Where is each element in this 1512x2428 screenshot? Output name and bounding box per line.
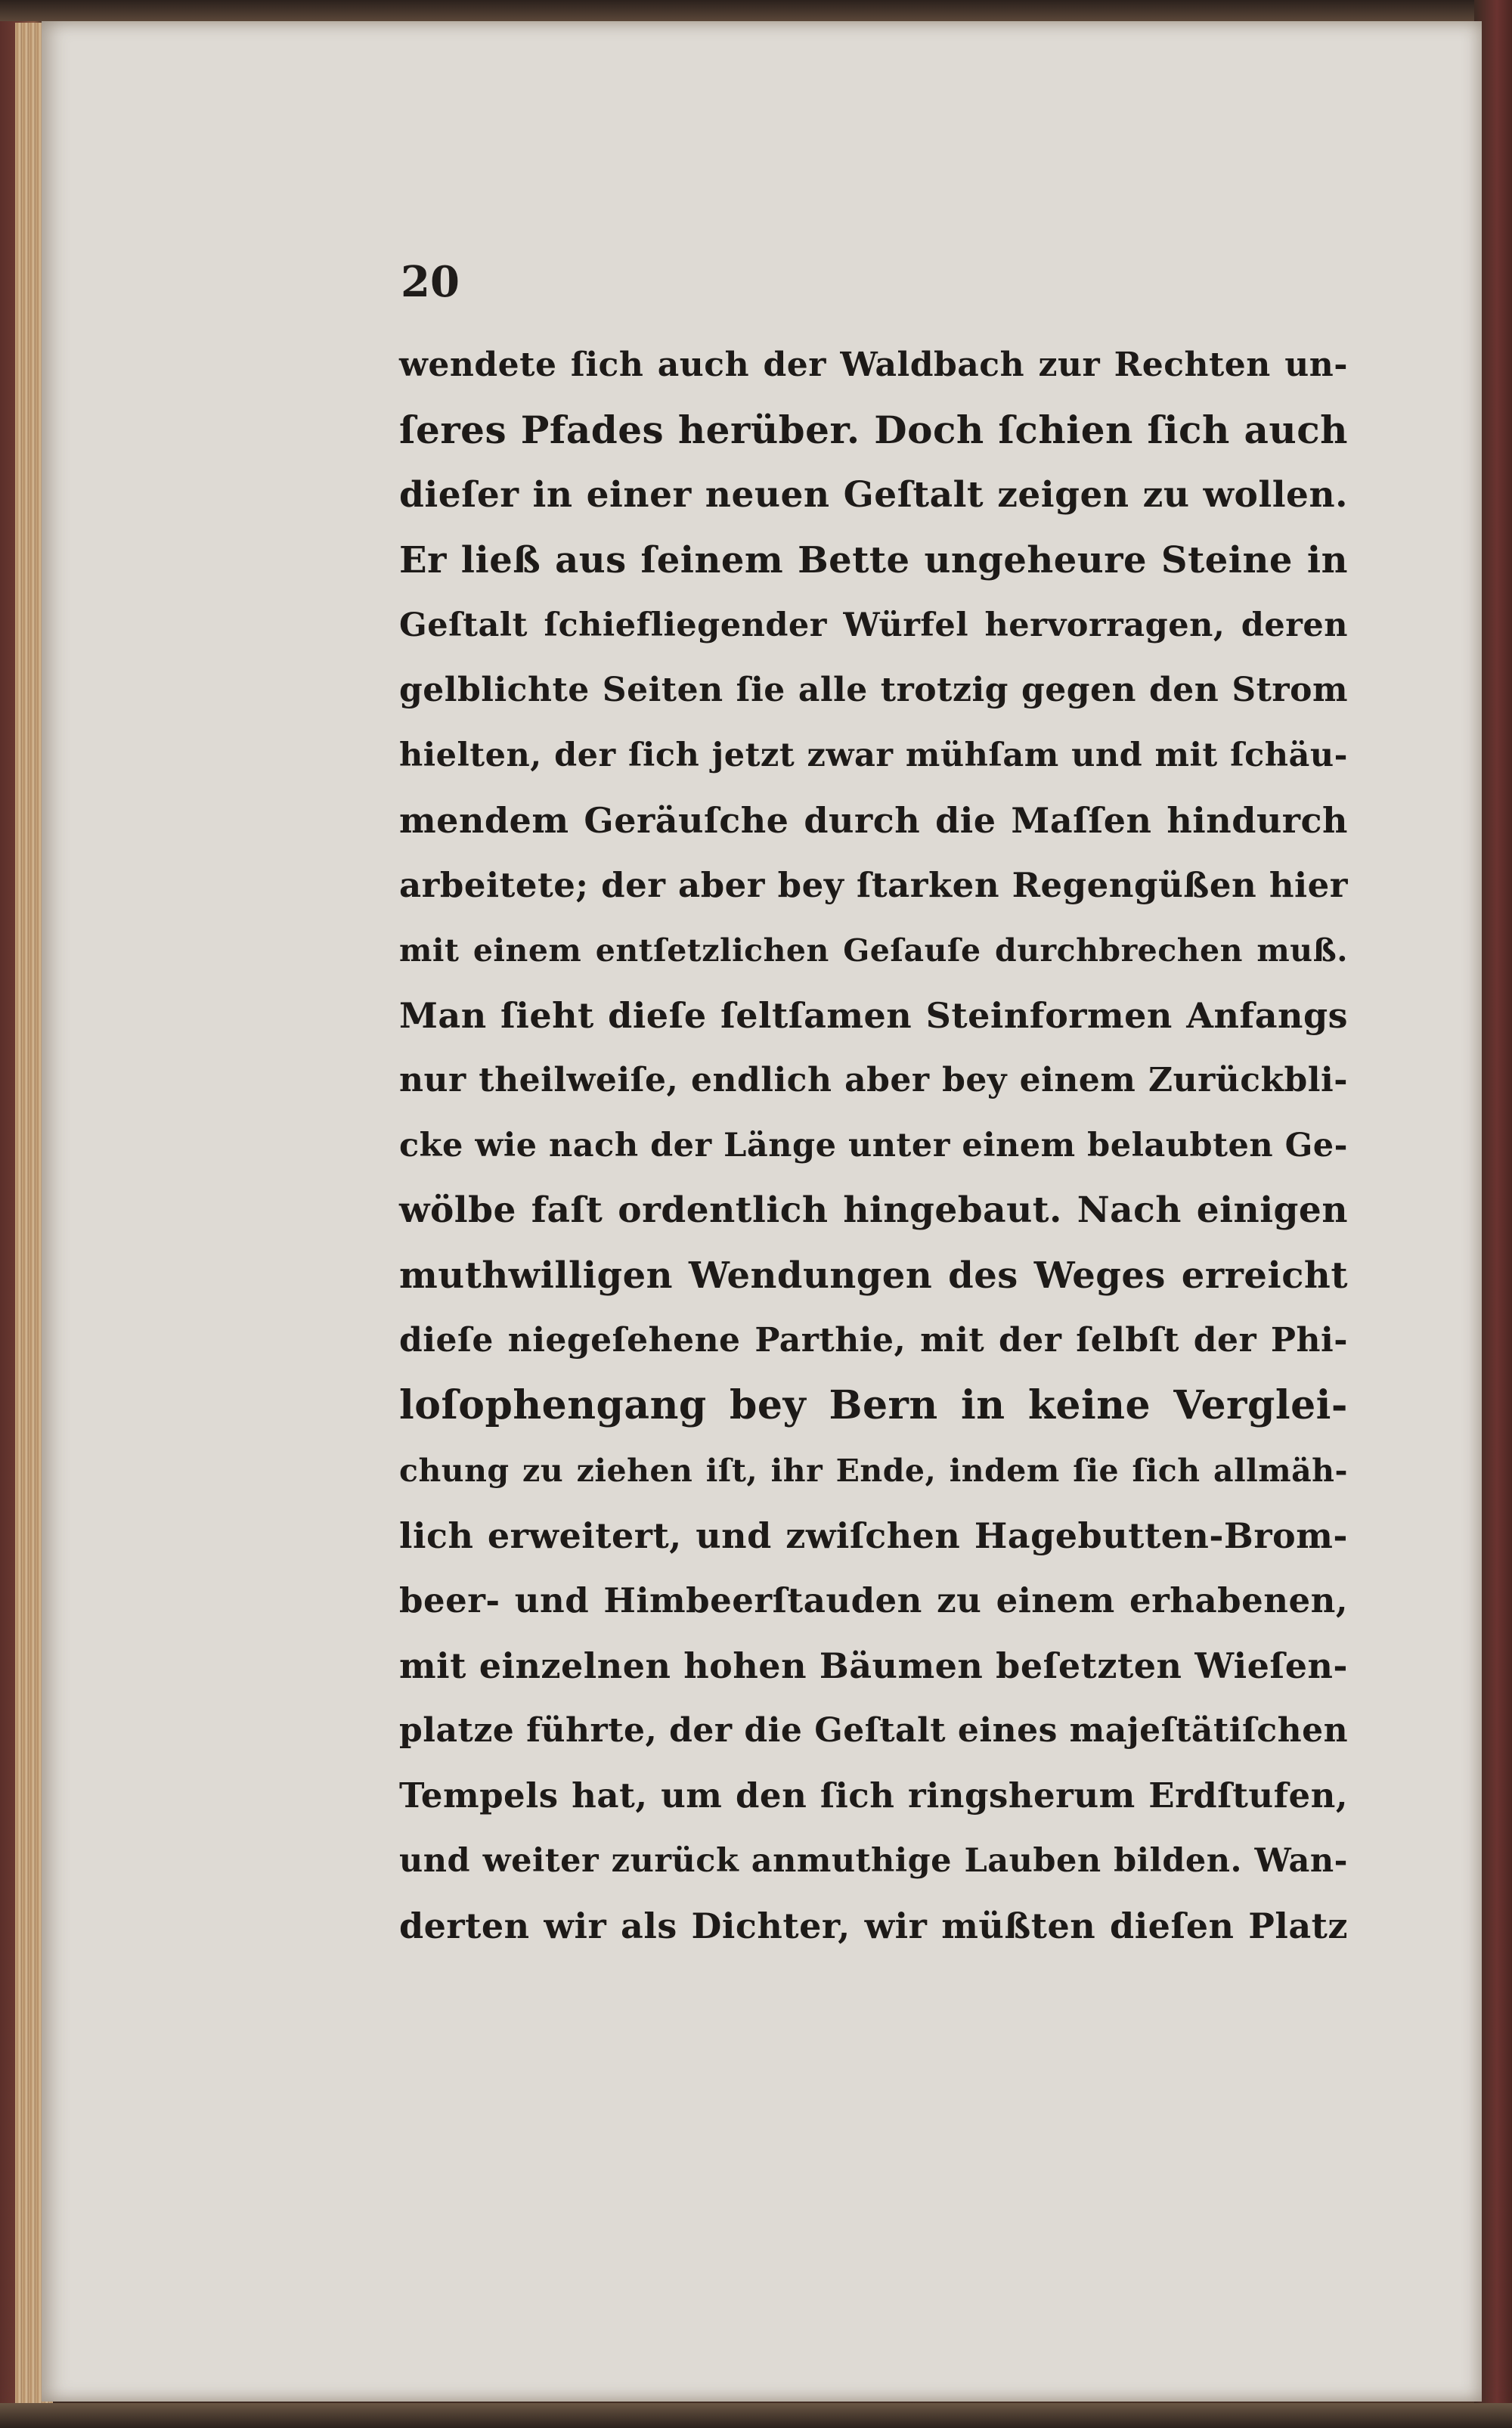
text-line: wendete ſich auch der Waldbach zur Rechten un- — [399, 346, 1348, 384]
text-line: Tempels hat, um den ſich ringsherum Erdſtufen, — [399, 1775, 1348, 1816]
text-line: lich erweitert, und zwiſchen Hagebutten-Brom- — [399, 1515, 1348, 1556]
text-line: dieſe niegeſehene Parthie, mit der ſelbſt der Phi- — [399, 1321, 1348, 1360]
text-line: Er ließ aus ſeinem Bette ungeheure Steine in — [399, 539, 1348, 581]
page-number: 20 — [401, 257, 460, 307]
text-line: ſeres Pfades herüber. Doch ſchien ſich auch — [399, 408, 1348, 452]
book-top-edge — [0, 0, 1512, 21]
text-line: platze führte, der die Geſtalt eines majeſtätiſchen — [399, 1711, 1349, 1750]
text-line: mendem Geräuſche durch die Maſſen hindurch — [399, 800, 1348, 841]
book-bottom-edge — [0, 2403, 1512, 2428]
text-line: wölbe faſt ordentlich hingebaut. Nach einigen — [399, 1189, 1348, 1231]
text-line: und weiter zurück anmuthige Lauben bilden. Wan- — [399, 1842, 1348, 1880]
text-block — [399, 333, 1348, 1958]
text-line: Geſtalt ſchiefliegender Würfel hervorragen, deren — [399, 606, 1348, 644]
text-line: chung zu ziehen iſt, ihr Ende, indem ſie ſich allmäh- — [399, 1453, 1348, 1489]
text-line: derten wir als Dichter, wir müßten dieſen Platz — [399, 1905, 1348, 1946]
text-line: mit einem entſetzlichen Geſauſe durchbrechen muß. — [399, 932, 1348, 969]
text-line: cke wie nach der Länge unter einem belaubten Ge- — [399, 1127, 1348, 1164]
text-line: mit einzelnen hohen Bäumen beſetzten Wieſen- — [399, 1645, 1348, 1686]
text-line: muthwilligen Wendungen des Weges erreicht — [399, 1254, 1348, 1297]
text-line: dieſer in einer neuen Geſtalt zeigen zu wollen. — [399, 474, 1348, 516]
text-line: Man ſieht dieſe ſeltſamen Steinformen Anfangs — [399, 995, 1348, 1036]
text-line: hielten, der ſich jetzt zwar mühſam und mit ſchäu- — [399, 736, 1348, 774]
text-line: arbeitete; der aber bey ſtarken Regengüßen hier — [399, 865, 1348, 905]
text-line: beer- und Himbeerſtauden zu einem erhabenen, — [399, 1580, 1348, 1620]
text-line: nur theilweiſe, endlich aber bey einem Zurückbli- — [399, 1061, 1348, 1099]
text-line: loſophengang bey Bern in keine Verglei- — [399, 1382, 1348, 1428]
text-line: gelblichte Seiten ſie alle trotzig gegen den Strom — [399, 671, 1348, 709]
